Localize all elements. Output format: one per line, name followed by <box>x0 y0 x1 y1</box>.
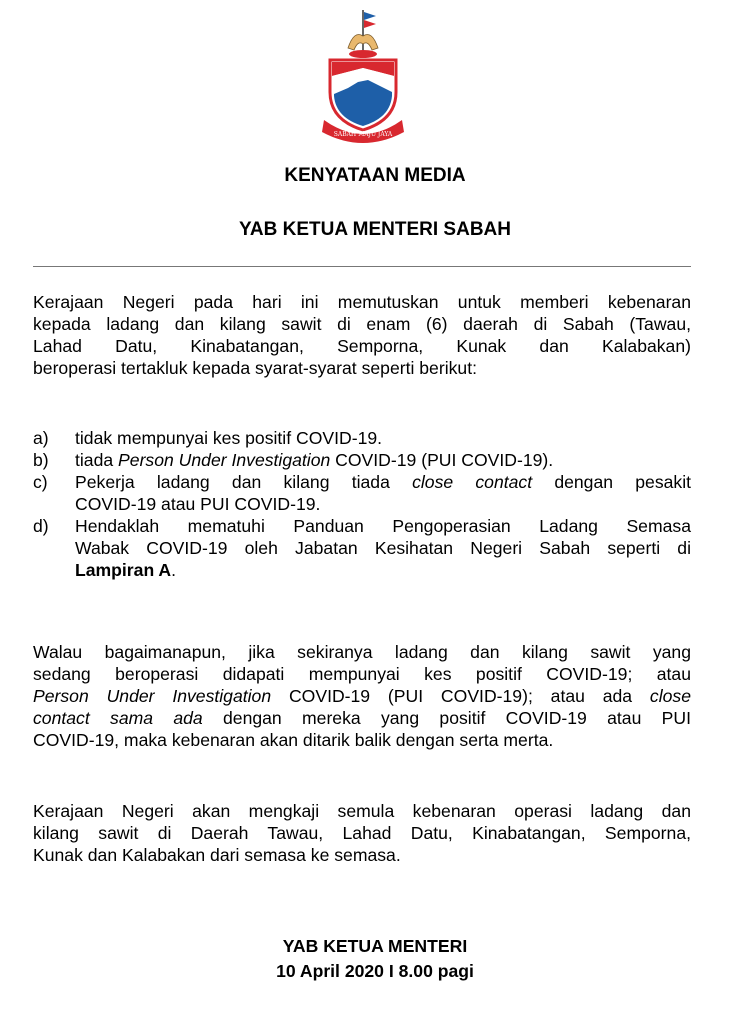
para-line: Kerajaan Negeri akan mengkaji semula kebenaran operasi ladang dan <box>33 801 691 821</box>
signature-name: YAB KETUA MENTERI <box>282 936 468 956</box>
para-line: contact sama ada dengan mereka yang positif COVID-19 atau PUI <box>33 708 691 728</box>
conditions-list <box>33 427 691 581</box>
divider <box>33 266 691 267</box>
list-label: a) <box>33 428 49 448</box>
paragraph-2 <box>33 641 691 751</box>
para-line: Person Under Investigation COVID-19 (PUI COVID-19); atau ada close <box>33 686 691 706</box>
list-text: tiada Person Under Investigation COVID-19 (PUI COVID-19). <box>75 450 554 470</box>
list-label: d) <box>33 516 49 536</box>
para-line: sedang beroperasi didapati mempunyai kes positif COVID-19; atau <box>33 664 691 684</box>
intro-line: Kerajaan Negeri pada hari ini memutuskan untuk memberi kebenaran <box>33 292 691 312</box>
intro-paragraph <box>33 291 691 379</box>
list-item <box>33 449 691 471</box>
sabah-crest-logo <box>318 8 408 148</box>
para-line: Walau bagaimanapun, jika sekiranya ladang dan kilang sawit yang <box>33 642 691 662</box>
list-label: b) <box>33 450 49 470</box>
list-text: Pekerja ladang dan kilang tiada close contact dengan pesakit <box>75 472 692 492</box>
signature-date: 10 April 2020 I 8.00 pagi <box>276 961 474 981</box>
list-text: Wabak COVID-19 oleh Jabatan Kesihatan Negeri Sabah seperti di <box>75 538 691 558</box>
list-label: c) <box>33 472 48 492</box>
paragraph-3 <box>33 800 691 866</box>
list-text: COVID-19 atau PUI COVID-19. <box>75 494 321 514</box>
list-text: Hendaklah mematuhi Panduan Pengoperasian Ladang Semasa <box>75 516 691 536</box>
list-item <box>33 471 691 515</box>
crest-motto: SABAH MAJU JAYA <box>333 131 393 138</box>
signature-block <box>0 934 750 984</box>
intro-line: beroperasi tertakluk kepada syarat-syarat seperti berikut: <box>33 358 477 378</box>
para-line: Kunak dan Kalabakan dari semasa ke semasa. <box>33 845 401 865</box>
list-item <box>33 427 691 449</box>
list-item <box>33 515 691 581</box>
page-subtitle: YAB KETUA MENTERI SABAH <box>238 219 511 240</box>
para-line: COVID-19, maka kebenaran akan ditarik balik dengan serta merta. <box>33 730 554 750</box>
intro-line: kepada ladang dan kilang sawit di enam (6) daerah di Sabah (Tawau, <box>33 314 691 334</box>
page-title: KENYATAAN MEDIA <box>284 165 466 186</box>
list-text: tidak mempunyai kes positif COVID-19. <box>75 428 383 448</box>
list-text: Lampiran A. <box>75 560 177 580</box>
intro-line: Lahad Datu, Kinabatangan, Semporna, Kunak dan Kalabakan) <box>33 336 691 356</box>
para-line: kilang sawit di Daerah Tawau, Lahad Datu, Kinabatangan, Semporna, <box>33 823 691 843</box>
